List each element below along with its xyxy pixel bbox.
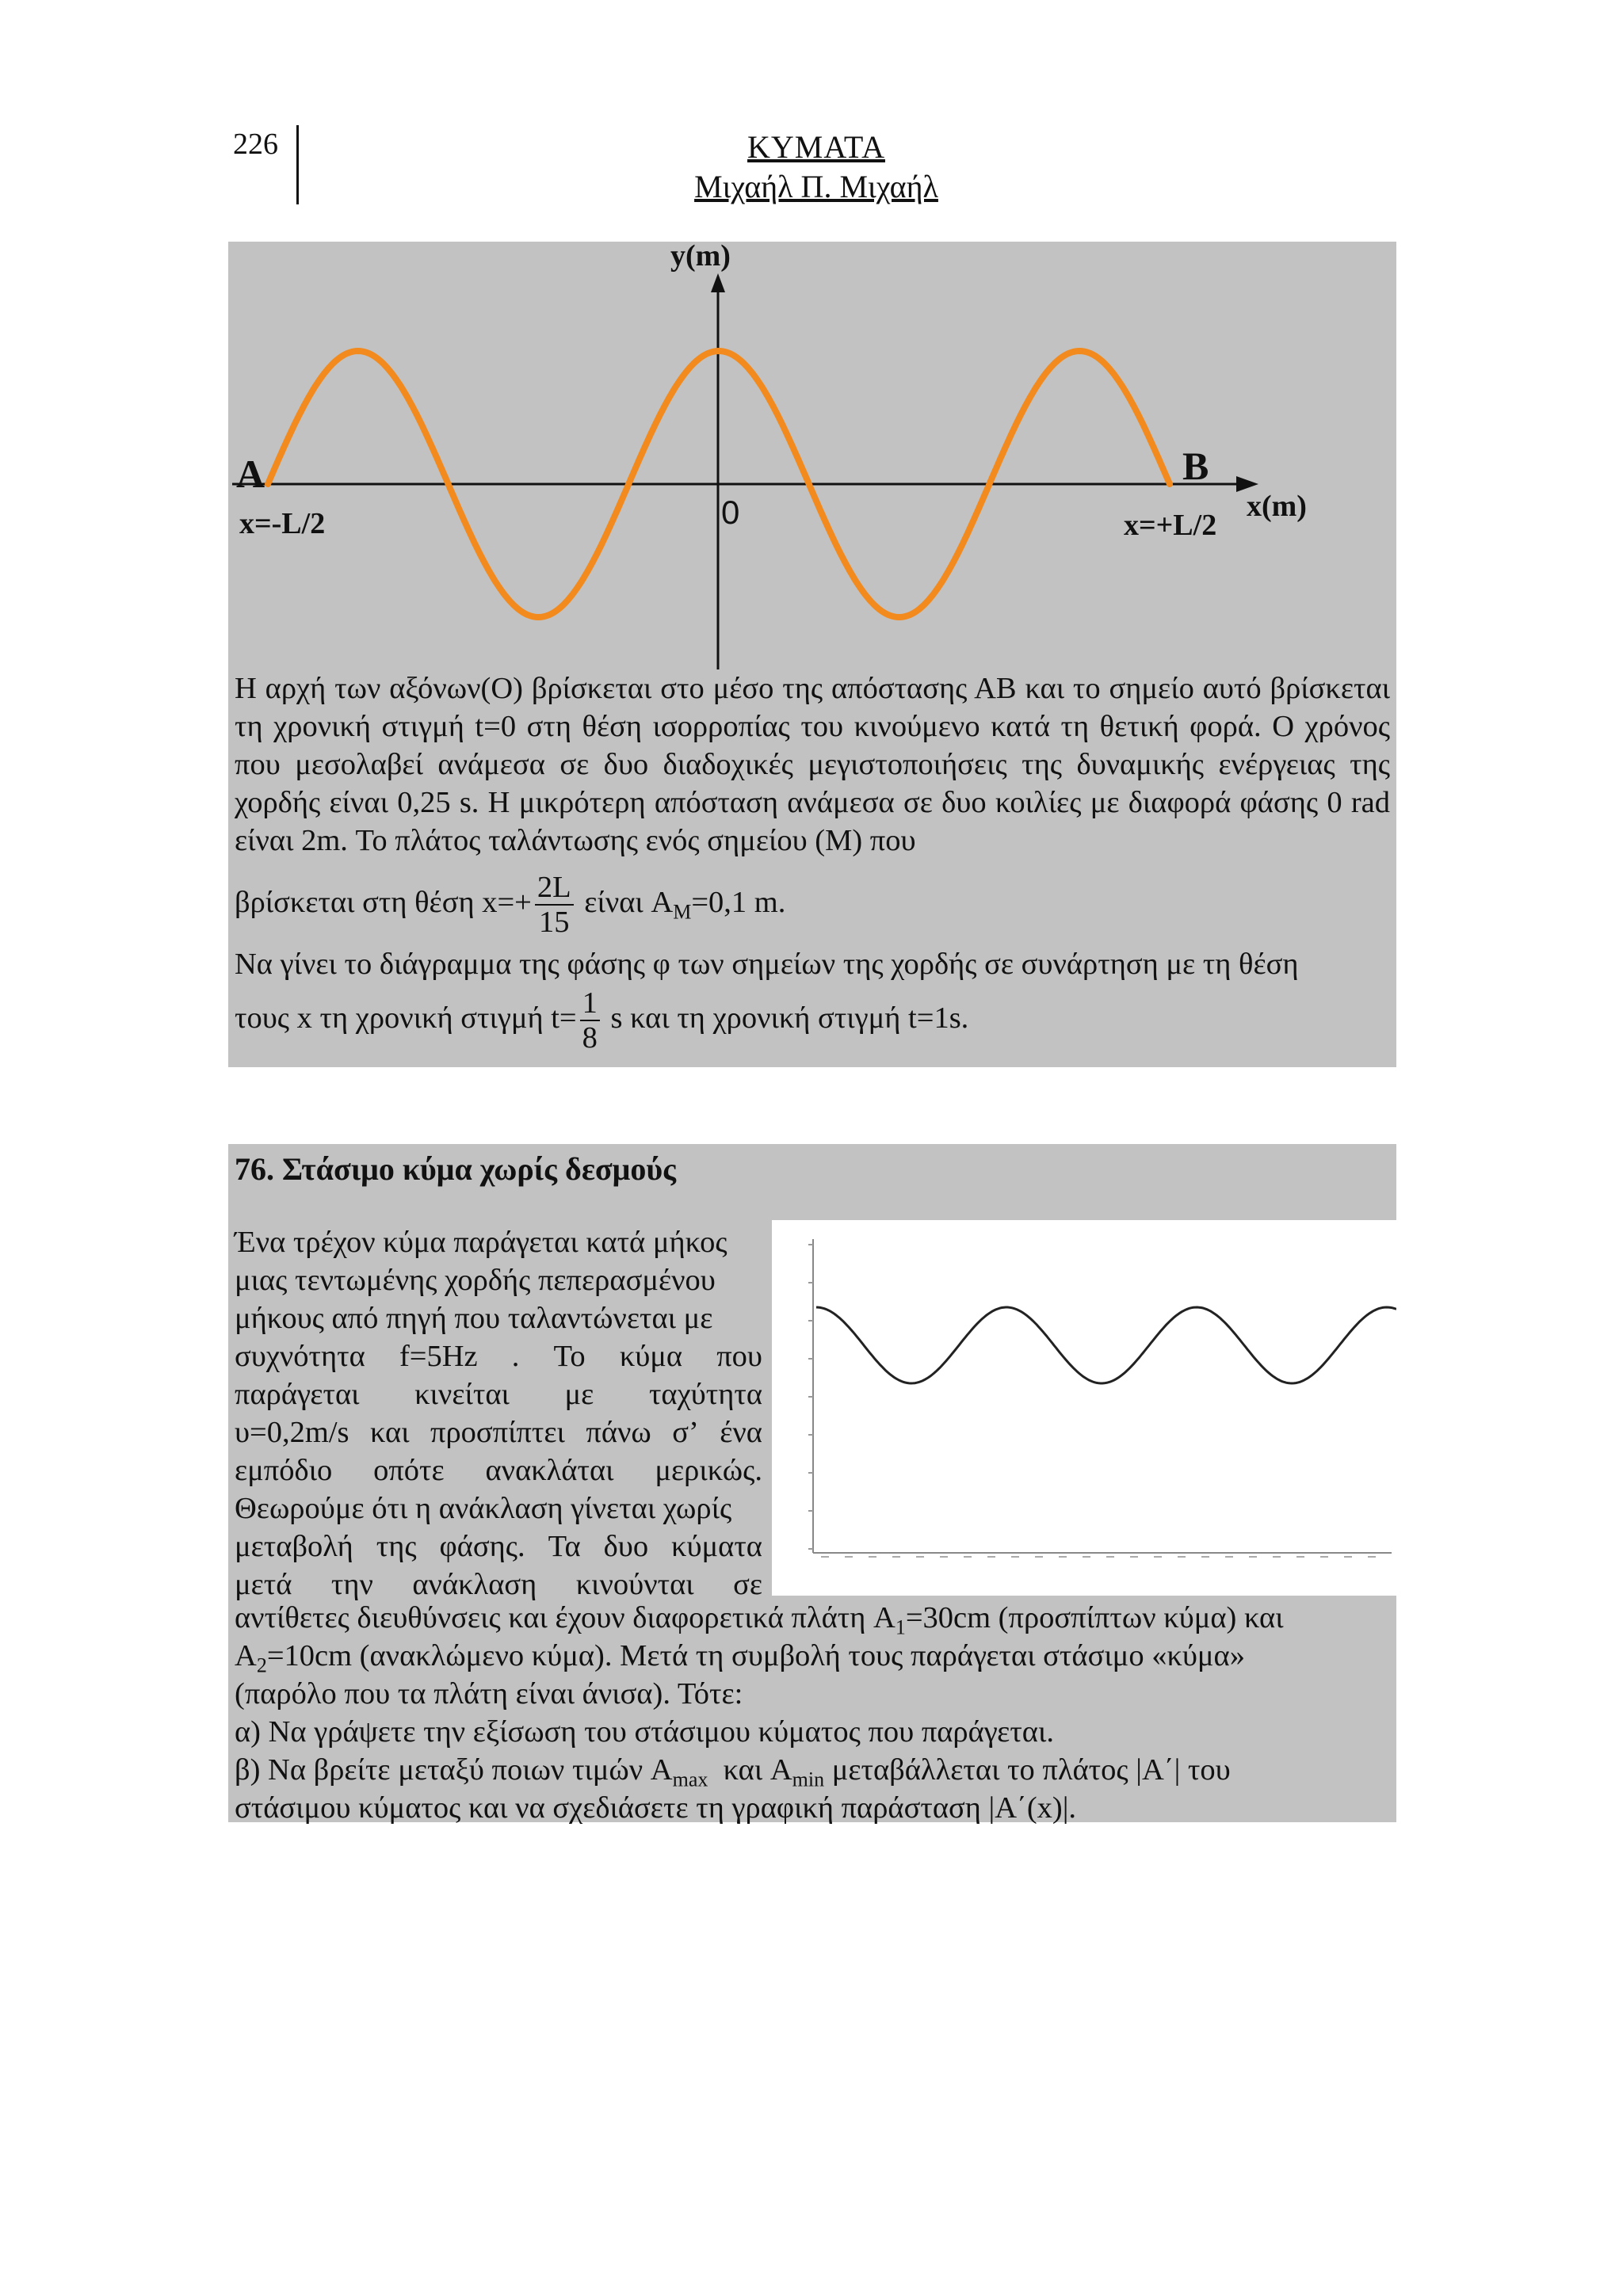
- fraction-2l-15: [535, 871, 574, 939]
- y-tick: [808, 1358, 813, 1360]
- problem-question: Να γίνει το διάγραμμα της φάσης φ των σημείων της χορδής σε συνάρτηση με τη θέση: [235, 948, 1299, 981]
- text-word: κύμα: [619, 1340, 683, 1373]
- text-segment: β) Να βρείτε μεταξύ ποιων τιμών A: [235, 1753, 673, 1787]
- text-word: Ένα τρέχον κύμα παράγεται κατά μήκος: [235, 1226, 727, 1259]
- x-tick: [1130, 1556, 1138, 1558]
- text-word: παράγεται: [235, 1378, 360, 1411]
- x-tick: [1083, 1556, 1090, 1558]
- problem-time-line: [235, 986, 1390, 1055]
- text-line: [235, 1261, 762, 1299]
- text-line: [235, 1413, 762, 1451]
- x-tick: [1035, 1556, 1043, 1558]
- section-title: 76. Στάσιμο κύμα χωρίς δεσμούς: [235, 1151, 676, 1187]
- subscript-min: min: [792, 1768, 825, 1791]
- text-word: μήκους από πηγή που ταλαντώνεται με: [235, 1302, 713, 1335]
- problem-formula-line: [235, 871, 1390, 939]
- x-tick: [964, 1556, 972, 1558]
- text-word: κινείται: [414, 1378, 510, 1411]
- text-line: [235, 1527, 762, 1566]
- x-tick: [845, 1556, 853, 1558]
- text-word: πάνω: [586, 1416, 651, 1449]
- text-word: σε: [733, 1568, 762, 1601]
- header-divider: [296, 125, 299, 204]
- problem2-left-text: [235, 1223, 762, 1604]
- book-title: ΚΥΜΑΤΑ: [747, 129, 885, 165]
- time-suffix: s και τη χρονική στιγμή t=1s.: [602, 1001, 969, 1035]
- standing-wave-amplitude-plot: [773, 1220, 1396, 1596]
- y-tick: [808, 1434, 813, 1436]
- problem-box: [228, 242, 1396, 1067]
- fraction-denominator: 8: [582, 1021, 598, 1055]
- text-line: [235, 1451, 762, 1489]
- text-word: μερικώς.: [655, 1454, 762, 1487]
- problem2-bottom-text: [235, 1599, 1390, 1827]
- x-tick: [1296, 1556, 1304, 1558]
- text-segment: A: [235, 1639, 257, 1672]
- text-segment: =10cm (ανακλώμενο κύμα). Μετά τη συμβολή τους παράγεται στάσιμο «κύμα»: [266, 1639, 1245, 1672]
- time-prefix: τους x τη χρονική στιγμή t=: [235, 1001, 577, 1035]
- text-word: κινούνται: [575, 1568, 694, 1601]
- text-word: οπότε: [373, 1454, 445, 1487]
- right-end-label: x=+L/2: [1124, 509, 1217, 542]
- text-line: [235, 1751, 1390, 1789]
- text-word: ταχύτητα: [648, 1378, 762, 1411]
- fraction-numerator: 1: [580, 986, 600, 1021]
- x-tick: [1201, 1556, 1209, 1558]
- problem-paragraph: Η αρχή των αξόνων(Ο) βρίσκεται στο μέσο της απόστασης ΑΒ και το σημείο αυτό βρίσκεται τη χρονική στιγμή t=0 στη θέση ισορροπίας του κινούμενο κατά τη θετική φορά. Ο χρόνος που μεσολαβεί ανάμεσα σε δυο διαδοχικές μεγιστοποιήσεις της δυναμικής ενέργειας της χορδής είναι 0,25 s. Η μικρότερη απόσταση ανάμεσα σε δυο κοιλίες με διαφορά φάσης 0 rad είναι 2m. Το πλάτος ταλάντωσης ενός σημείου (Μ) που: [235, 672, 1390, 857]
- fraction-1-8: [580, 986, 600, 1055]
- y-tick: [808, 1472, 813, 1474]
- x-tick: [1059, 1556, 1067, 1558]
- x-tick: [1249, 1556, 1257, 1558]
- text-segment: και A: [723, 1753, 792, 1787]
- x-tick: [1225, 1556, 1233, 1558]
- text-word: ανάκλαση: [412, 1568, 537, 1601]
- y-tick: [808, 1396, 813, 1398]
- text-word: Τα: [548, 1530, 581, 1563]
- text-line: [235, 1566, 762, 1604]
- text-line: στάσιμου κύματος και να σχεδιάσετε τη γραφική παράσταση |A΄(x)|.: [235, 1791, 1077, 1825]
- text-word: και: [369, 1416, 410, 1449]
- text-word: f=5Hz: [399, 1340, 478, 1373]
- text-line: [235, 1223, 762, 1261]
- subscript-max: max: [672, 1768, 708, 1791]
- x-tick: [892, 1556, 900, 1558]
- text-segment: μεταβάλλεται το πλάτος |A΄| του: [831, 1753, 1231, 1787]
- formula-mid: είναι A: [576, 885, 674, 919]
- section-header: [228, 1144, 1396, 1220]
- x-tick: [1368, 1556, 1376, 1558]
- subscript-m: M: [673, 900, 692, 924]
- y-axis-arrow: [711, 273, 725, 292]
- standing-wave-figure: [228, 242, 1396, 669]
- text-word: υ=0,2m/s: [235, 1416, 349, 1449]
- text-word: .: [511, 1340, 520, 1373]
- text-line: [235, 1299, 762, 1337]
- text-word: μεταβολή: [235, 1530, 353, 1563]
- text-line: [235, 1637, 1390, 1675]
- text-word: συχνότητα: [235, 1340, 365, 1373]
- text-word: Θεωρούμε ότι η ανάκλαση γίνεται χωρίς: [235, 1492, 732, 1525]
- formula-suffix: =0,1 m.: [691, 885, 786, 919]
- text-word: μιας τεντωμένης χορδής πεπερασμένου: [235, 1264, 716, 1297]
- x-axis-label: x(m): [1247, 490, 1307, 523]
- text-word: που: [716, 1340, 762, 1373]
- text-word: σ’: [672, 1416, 699, 1449]
- subscript-2: 2: [256, 1653, 267, 1677]
- x-tick: [1011, 1556, 1019, 1558]
- text-line: [235, 1489, 762, 1527]
- left-end-label: x=-L/2: [239, 507, 326, 540]
- problem-text: [235, 669, 1390, 1055]
- x-tick: [821, 1556, 829, 1558]
- text-word: της: [376, 1530, 417, 1563]
- x-tick: [916, 1556, 924, 1558]
- fraction-denominator: 15: [539, 906, 570, 939]
- origin-label: 0: [721, 494, 740, 531]
- x-tick: [940, 1556, 948, 1558]
- x-tick: [1320, 1556, 1328, 1558]
- y-tick: [808, 1548, 813, 1550]
- x-tick: [1154, 1556, 1162, 1558]
- text-word: με: [564, 1378, 594, 1411]
- text-word: ανακλάται: [485, 1454, 614, 1487]
- point-a-label: A: [236, 452, 265, 496]
- book-author: Μιχαήλ Π. Μιχαήλ: [694, 169, 938, 204]
- text-word: ένα: [720, 1416, 762, 1449]
- y-tick: [808, 1320, 813, 1322]
- text-word: κύματα: [671, 1530, 762, 1563]
- subscript-1: 1: [895, 1615, 906, 1639]
- x-tick: [1273, 1556, 1281, 1558]
- x-tick: [1106, 1556, 1114, 1558]
- text-segment: αντίθετες διευθύνσεις και έχουν διαφορετικά πλάτη A: [235, 1601, 896, 1634]
- page-number: 226: [233, 128, 278, 161]
- x-tick: [987, 1556, 995, 1558]
- text-segment: =30cm (προσπίπτων κύμα) και: [905, 1601, 1284, 1634]
- x-tick: [1344, 1556, 1352, 1558]
- y-tick: [808, 1510, 813, 1512]
- point-b-label: B: [1182, 444, 1209, 488]
- x-tick: [1178, 1556, 1186, 1558]
- x-tick: [869, 1556, 876, 1558]
- y-tick: [808, 1244, 813, 1245]
- text-word: εμπόδιο: [235, 1454, 333, 1487]
- text-word: μετά: [235, 1568, 292, 1601]
- text-line: [235, 1375, 762, 1413]
- text-word: Το: [553, 1340, 586, 1373]
- formula-prefix: βρίσκεται στη θέση x=+: [235, 885, 532, 919]
- y-tick: [808, 1282, 813, 1283]
- text-word: δυο: [603, 1530, 649, 1563]
- text-line: [235, 1599, 1390, 1637]
- text-line: α) Να γράψετε την εξίσωση του στάσιμου κύματος που παράγεται.: [235, 1715, 1054, 1749]
- text-line: (παρόλο που τα πλάτη είναι άνισα). Τότε:: [235, 1677, 743, 1711]
- text-word: φάσης.: [439, 1530, 525, 1563]
- text-word: προσπίπτει: [430, 1416, 565, 1449]
- text-word: την: [330, 1568, 373, 1601]
- text-line: [235, 1337, 762, 1375]
- y-axis-label: y(m): [670, 242, 731, 273]
- fraction-numerator: 2L: [535, 871, 574, 906]
